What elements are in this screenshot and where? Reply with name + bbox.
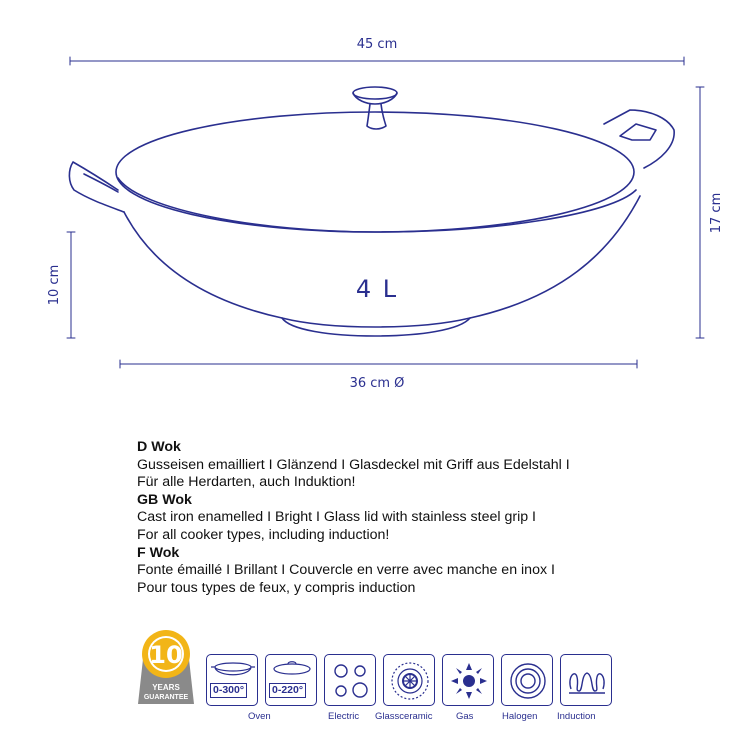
guarantee-years: YEARS xyxy=(152,683,180,692)
oven-lid-icon xyxy=(265,654,317,706)
gb-heading: GB Wok xyxy=(137,491,192,508)
oven-label: Oven xyxy=(248,711,271,722)
base-diameter-label: 36 cm Ø xyxy=(349,376,405,391)
oven-temp-220: 0-220° xyxy=(269,683,306,698)
gas-label: Gas xyxy=(456,711,474,722)
halogen-hob-icon xyxy=(501,654,553,706)
f-heading: F Wok xyxy=(137,544,180,561)
guarantee-text: GUARANTEE xyxy=(143,694,189,701)
induction-hob-icon xyxy=(560,654,612,706)
electric-hob-icon xyxy=(324,654,376,706)
height-label: 17 cm xyxy=(709,192,724,234)
glassceramic-label: Glassceramic xyxy=(375,711,433,722)
guarantee-number: 10 xyxy=(149,641,183,669)
de-line-1: Gusseisen emailliert I Glänzend I Glasdeckel mit Griff aus Edelstahl I xyxy=(137,456,570,473)
product-description xyxy=(137,439,697,597)
gas-hob-icon xyxy=(442,654,494,706)
width-label: 45 cm xyxy=(356,37,398,52)
electric-label: Electric xyxy=(328,711,360,722)
depth-label: 10 cm xyxy=(47,264,62,306)
gb-line-2: For all cooker types, including induction! xyxy=(137,526,390,543)
oven-wok-icon xyxy=(206,654,258,706)
capacity-label: 4 L xyxy=(355,275,399,303)
f-line-1: Fonte émaillé I Brillant I Couvercle en verre avec manche en inox I xyxy=(137,562,555,579)
guarantee-badge-icon xyxy=(136,628,196,706)
halogen-label: Halogen xyxy=(502,711,538,722)
de-line-2: Für alle Herdarten, auch Induktion! xyxy=(137,474,356,491)
f-line-2: Pour tous types de feux, y compris induction xyxy=(137,579,416,596)
glassceramic-hob-icon xyxy=(383,654,435,706)
gb-line-1: Cast iron enamelled I Bright I Glass lid with stainless steel grip I xyxy=(137,509,536,526)
oven-temp-300: 0-300° xyxy=(210,683,247,698)
de-heading: D Wok xyxy=(137,439,181,455)
induction-label: Induction xyxy=(557,711,596,722)
